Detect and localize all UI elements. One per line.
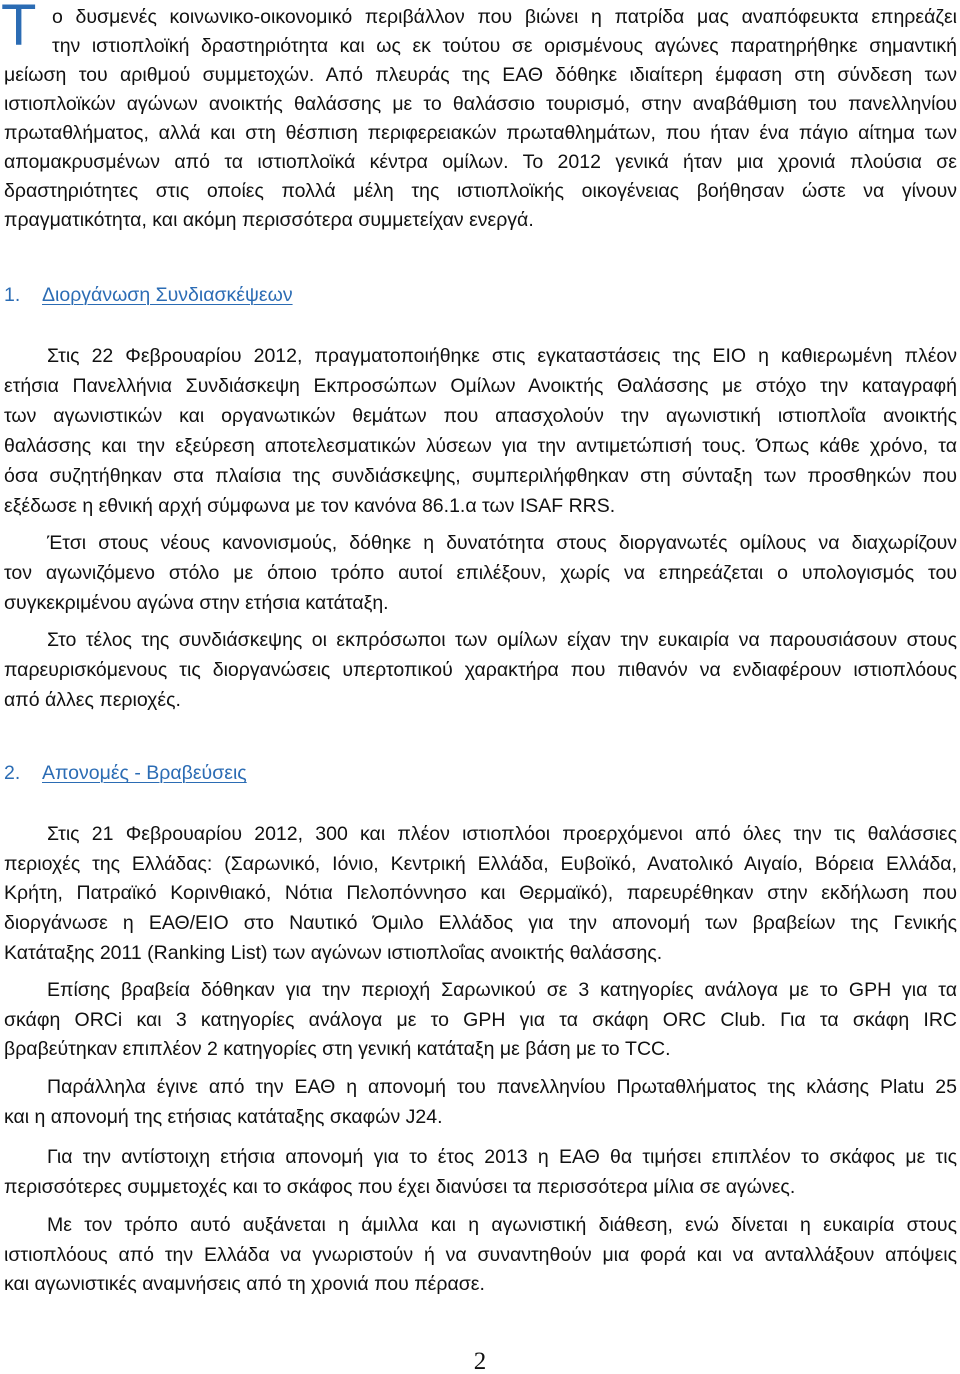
- text-line: από άλλες περιοχές.: [4, 689, 181, 711]
- intro-paragraph: [1, 0, 957, 235]
- text-line: σκάφη ORCi και 3 κατηγορίες ανάλογα με το GPH για τα σκάφη ORC Club. Για τα σκάφη IRC: [4, 1008, 957, 1031]
- text-line: ο δυσμενές κοινωνικο-οικονομικό περιβάλλον που βιώνει η πατρίδα μας αναπόφευκτα επηρεάζει: [52, 5, 957, 28]
- section-number: 2.: [4, 762, 21, 784]
- section-heading: [4, 280, 604, 310]
- text-line: Για την αντίστοιχη ετήσια απονομή για το έτος 2013 η ΕΑΘ θα τιμήσει επιπλέον το σκάφος με τις: [47, 1146, 957, 1168]
- text-line: όσα συζητήθηκαν στα πλαίσια της συνδιάσκεψης, συμπεριλήφθηκαν στη σύνταξη των προσθηκών που: [4, 465, 957, 487]
- text-line: Στο τέλος της συνδιάσκεψης οι εκπρόσωποι των ομίλων είχαν την ευκαιρία να παρουσιάσουν στους: [47, 629, 957, 651]
- section-title: Διοργάνωση Συνδιασκέψεων: [42, 284, 293, 306]
- section-number: 1.: [4, 284, 21, 306]
- text-line: ετήσια Πανελλήνια Συνδιάσκεψη Εκπροσώπων Ομίλων Ανοικτής Θαλάσσης με στόχο την καταγραφή: [4, 375, 957, 397]
- text-line: παρευρισκόμενους τις διοργανώσεις υπερτοπικού χαρακτήρα που πιθανόν να ενδιαφέρουν ιστιοπλόους: [4, 659, 957, 681]
- text-line: Στις 21 Φεβρουαρίου 2012, 300 και πλέον ιστιοπλόοι προερχόμενοι από όλες την τις θαλάσσιες: [47, 823, 957, 845]
- text-line: Στις 22 Φεβρουαρίου 2012, πραγματοποιήθηκε στις εγκαταστάσεις της ΕΙΟ η καθιερωμένη πλέον: [47, 345, 957, 367]
- text-line: Με τον τρόπο αυτό αυξάνεται η άμιλλα και η αγωνιστική διάθεση, ενώ δίνεται η ευκαιρία στους: [47, 1214, 957, 1236]
- text-line: δραστηριότητες στις οποίες πολλά μέλη της ιστιοπλοϊκής οικογένειας βοήθησαν ώστε να γίνουν: [4, 179, 957, 202]
- text-line: Έτσι στους νέους κανονισμούς, δόθηκε η δυνατότητα στους διοργανωτές ομίλους να διαχωρίζουν: [47, 532, 957, 554]
- paragraph: [4, 1143, 957, 1202]
- section-heading: [4, 758, 604, 788]
- paragraph: [4, 341, 957, 521]
- paragraph: [4, 1073, 957, 1132]
- text-line: θαλάσσης και την εξεύρεση αποτελεσματικών λύσεων για την αντιμετώπισή τους. Όπως κάθε χρόνο, τα: [4, 435, 957, 457]
- text-line: τον αγωνιζόμενο στόλο με όποιο τρόπο αυτοί επιλέξουν, χωρίς να επηρεάζεται ο υπολογισμός του: [4, 562, 957, 584]
- text-line: μείωση του αριθμού συμμετοχών. Από πλευράς της ΕΑΘ δόθηκε ιδιαίτερη έμφαση στη σύνδεση των: [4, 63, 957, 86]
- text-line: και αγωνιστικές αναμνήσεις από τη χρονιά που πέρασε.: [4, 1273, 485, 1296]
- text-line: πρωταθλήματος, αλλά και στη θέσπιση περιφερειακών πρωταθλημάτων, που ήταν ένα πάγιο αίτημα των: [4, 121, 957, 144]
- paragraph: [4, 820, 957, 968]
- text-line: ιστιοπλόους από την Ελλάδα να γνωριστούν ή να συναντηθούν μια φορά και να ανταλλάξουν απόψεις: [4, 1243, 957, 1266]
- text-line: Επίσης βραβεία δόθηκαν για την περιοχή Σαρωνικού σε 3 κατηγορίες ανάλογα με το GPH για τα: [47, 979, 957, 1001]
- text-line: συγκεκριμένου αγώνα στην ετήσια κατάταξη.: [4, 592, 389, 614]
- text-line: περισσότερες συμμετοχές και το σκάφος που έχει διανύσει τα περισσότερα μίλια σε αγώνες.: [4, 1175, 796, 1198]
- text-line: Παράλληλα έγινε από την ΕΑΘ η απονομή του πανελληνίου Πρωταθλήματος της κλάσης Platu 25: [47, 1076, 957, 1098]
- text-line: Κρήτη, Πατραϊκό Κορινθιακό, Νότια Πελοπόννησο και Θερμαϊκό), παρευρέθηκαν στην εκδήλωση που: [4, 882, 957, 905]
- paragraph: [4, 528, 957, 618]
- drop-cap: Τ: [1, 0, 37, 58]
- page-number: 2: [473, 1348, 487, 1374]
- text-line: βραβεύτηκαν επιπλέον 2 κατηγορίες στη γενική κατάταξη με βάση με το TCC.: [4, 1038, 671, 1061]
- text-line: πραγματικότητα, και ακόμη περισσότερα συμμετείχαν ενεργά.: [4, 208, 534, 231]
- text-line: εξέδωσε η εθνική αρχή σύμφωνα με τον κανόνα 86.1.α των ISAF RRS.: [4, 495, 616, 517]
- text-line: διοργάνωσε η ΕΑΘ/ΕΙΟ στο Ναυτικό Όμιλο Ελλάδος για την απονομή των βραβείων της Γενικής: [4, 912, 957, 935]
- paragraph: [4, 976, 957, 1065]
- text-line: απομακρυσμένων από τα ιστιοπλοϊκά κέντρα ομίλων. Το 2012 γενικά ήταν μια χρονιά πλούσια σε: [4, 150, 957, 173]
- paragraph: [4, 625, 957, 715]
- text-line: ιστιοπλοϊκών αγώνων ανοικτής θαλάσσης με το θαλάσσιο τουρισμό, στην αναβάθμιση του πανελληνίου: [4, 92, 957, 115]
- text-line: περιοχές της Ελλάδας: (Σαρωνικό, Ιόνιο, Κεντρική Ελλάδα, Ευβοϊκό, Ανατολικό Αιγαίο, Βόρεια Ελλάδα,: [4, 852, 957, 875]
- text-line: Κατάταξης 2011 (Ranking List) των αγώνων ιστιοπλοΐας ανοικτής θαλάσσης.: [4, 941, 663, 964]
- section-title: Απονομές - Βραβεύσεις: [42, 762, 247, 784]
- text-line: των αγωνιστικών και οργανωτικών θεμάτων που απασχολούν την αγωνιστική ιστιοπλοΐα ανοικτής: [4, 405, 957, 427]
- text-line: την ιστιοπλοϊκή δραστηριότητα και ως εκ τούτου σε ορισμένους αγώνες παρατηρήθηκε σημαντική: [52, 34, 957, 57]
- text-line: και η απονομή της ετήσιας κατάταξης σκαφών J24.: [4, 1105, 443, 1128]
- paragraph: [4, 1211, 957, 1300]
